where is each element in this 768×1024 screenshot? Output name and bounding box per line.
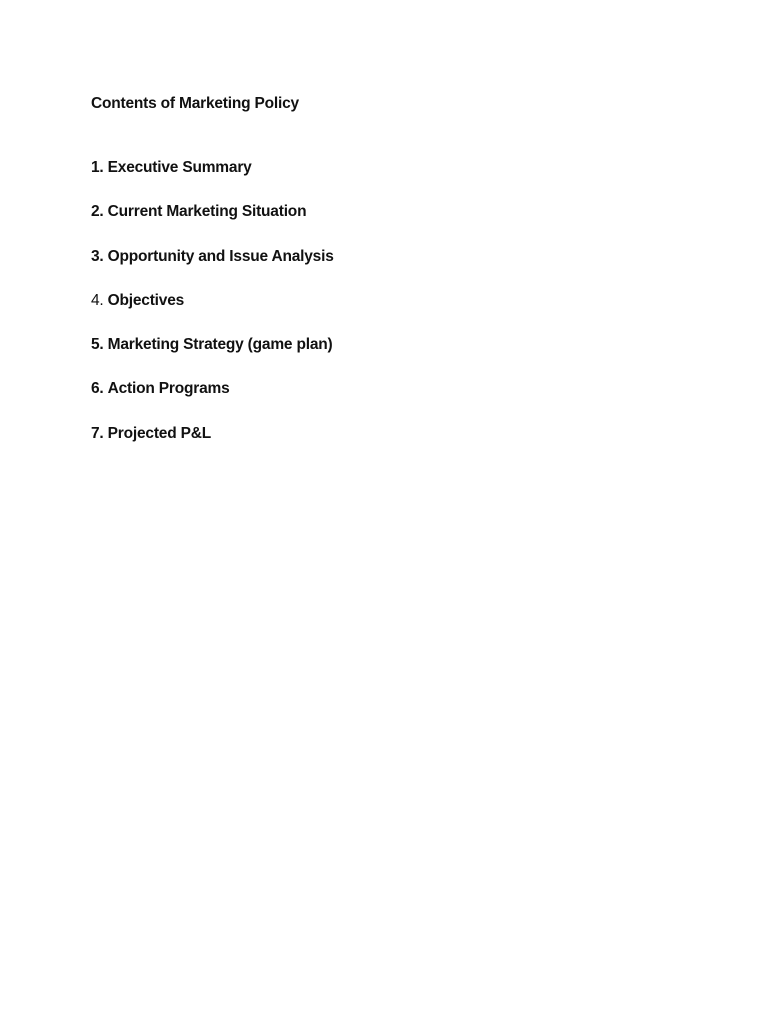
document-title: Contents of Marketing Policy bbox=[91, 95, 299, 112]
list-item bbox=[91, 158, 334, 202]
list-item bbox=[91, 379, 334, 423]
item-label: Objectives bbox=[107, 291, 185, 309]
item-label: Action Programs bbox=[107, 380, 230, 398]
list-item bbox=[91, 202, 334, 246]
item-number: 2. bbox=[91, 203, 104, 221]
item-number: 7. bbox=[91, 424, 104, 442]
item-label: Projected P&L bbox=[107, 424, 211, 442]
list-item bbox=[91, 291, 334, 335]
item-number: 6. bbox=[91, 380, 104, 398]
item-number: 1. bbox=[91, 159, 104, 176]
item-number: 4. bbox=[91, 291, 104, 309]
contents-list bbox=[91, 158, 334, 468]
item-label: Opportunity and Issue Analysis bbox=[107, 247, 334, 265]
item-number: 5. bbox=[91, 336, 104, 354]
item-label: Current Marketing Situation bbox=[107, 203, 307, 221]
list-item bbox=[91, 247, 334, 291]
list-item bbox=[91, 424, 334, 468]
item-number: 3. bbox=[91, 247, 104, 265]
item-label: Marketing Strategy (game plan) bbox=[107, 336, 333, 354]
item-label: Executive Summary bbox=[107, 159, 252, 176]
list-item bbox=[91, 335, 334, 379]
